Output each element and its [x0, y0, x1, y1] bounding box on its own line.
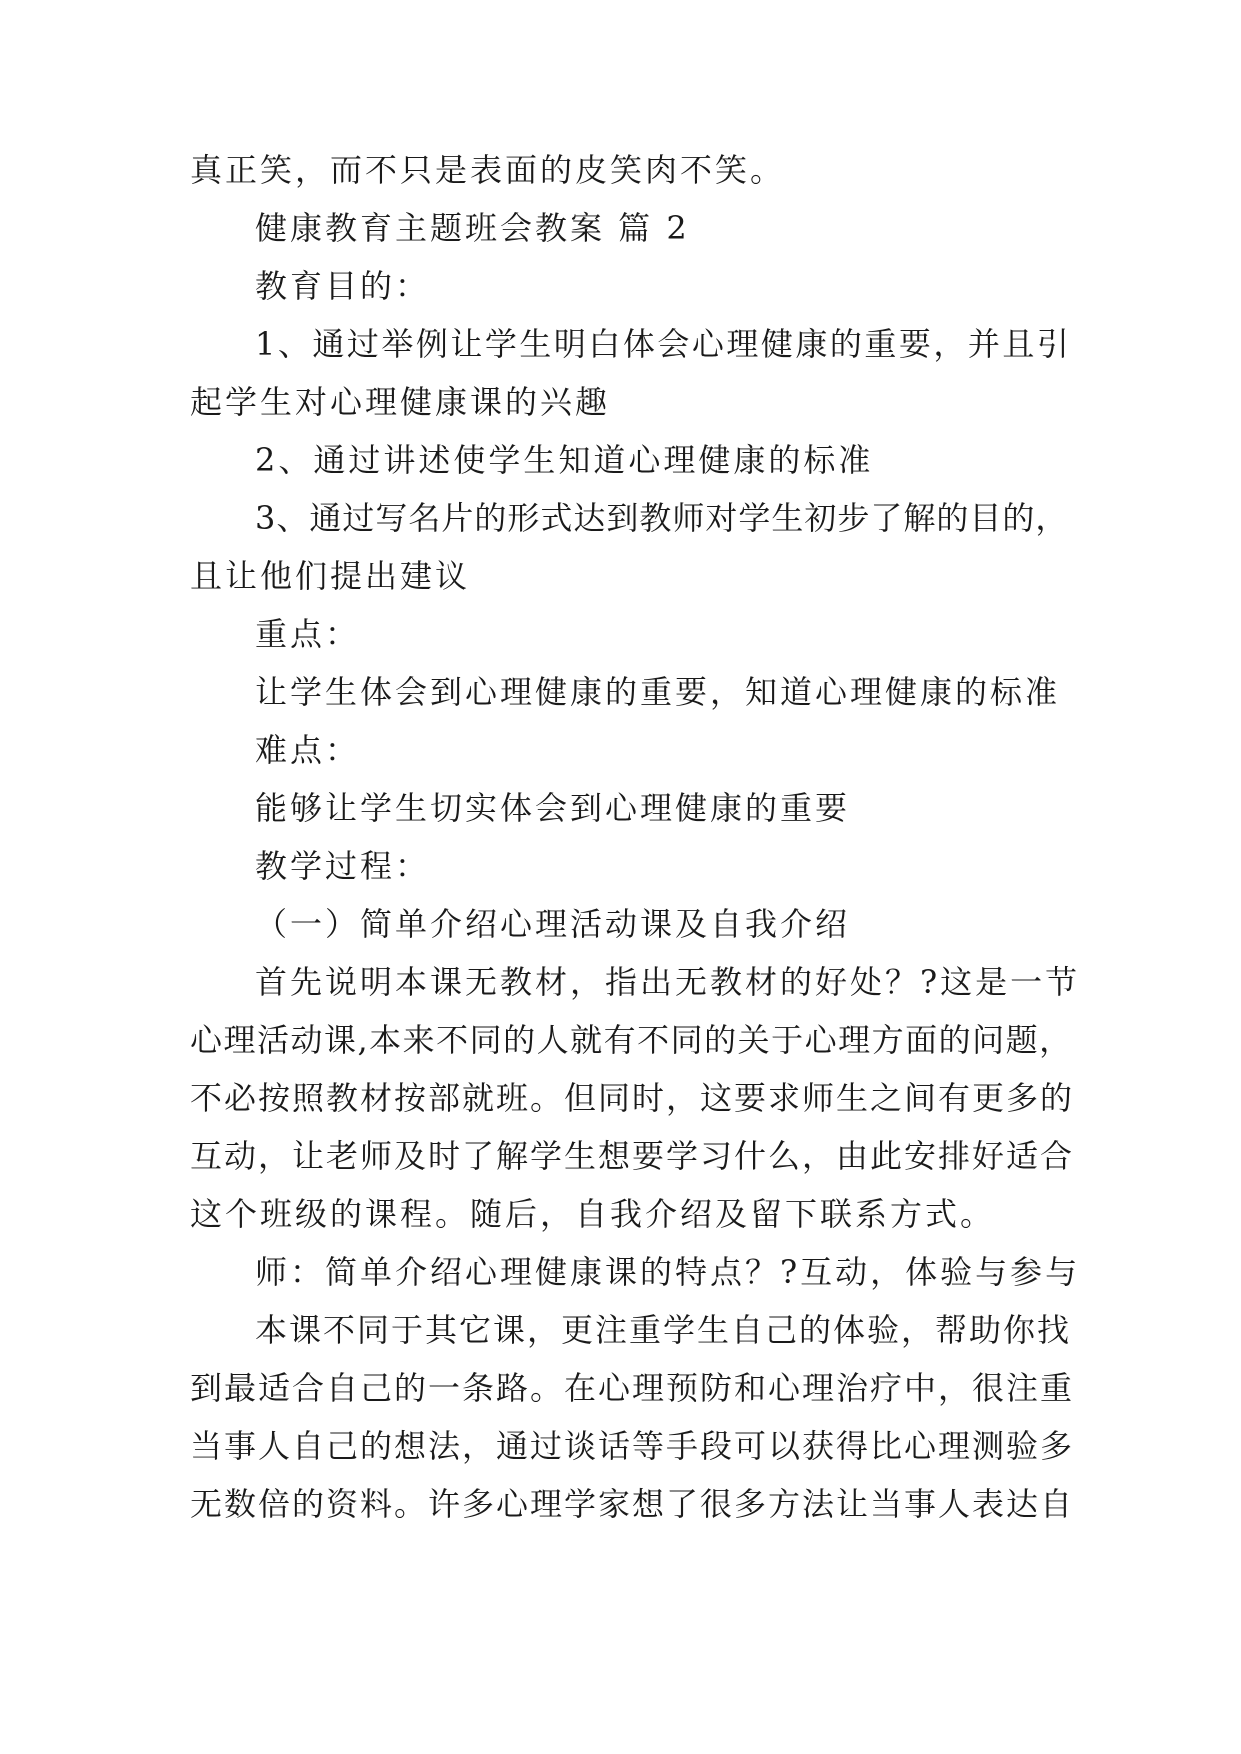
text-line: 教学过程： — [255, 847, 431, 885]
text-line: 让学生体会到心理健康的重要，知道心理健康的标准 — [255, 673, 1061, 711]
text-line: 这个班级的课程。随后，自我介绍及留下联系方式。 — [190, 1195, 996, 1233]
text-line: 互动，让老师及时了解学生想要学习什么，由此安排好适合 — [190, 1137, 1075, 1175]
text-line: 起学生对心理健康课的兴趣 — [190, 383, 611, 421]
text-line: 且让他们提出建议 — [190, 557, 471, 595]
text-line: 心理活动课,本来不同的人就有不同的关于心理方面的问题， — [190, 1021, 1073, 1059]
text-line: 首先说明本课无教材，指出无教材的好处？?这是一节 — [255, 963, 1081, 1001]
text-line: 难点： — [255, 731, 361, 769]
text-line: 重点： — [255, 615, 361, 653]
text-line: （一）简单介绍心理活动课及自我介绍 — [255, 905, 851, 943]
text-line: 当事人自己的想法，通过谈话等手段可以获得比心理测验多 — [190, 1427, 1075, 1465]
text-line: 3、通过写名片的形式达到教师对学生初步了解的目的， — [255, 499, 1069, 537]
section-heading: 健康教育主题班会教案 篇 2 — [255, 209, 690, 247]
text-line: 本课不同于其它课，更注重学生自己的体验，帮助你找 — [255, 1311, 1072, 1349]
text-line: 1、通过举例让学生明白体会心理健康的重要，并且引 — [255, 325, 1072, 363]
text-line: 教育目的： — [255, 267, 431, 305]
text-line: 师：简单介绍心理健康课的特点？?互动，体验与参与 — [255, 1253, 1081, 1291]
text-line: 真正笑，而不只是表面的皮笑肉不笑。 — [190, 151, 786, 189]
text-line: 2、通过讲述使学生知道心理健康的标准 — [255, 441, 874, 479]
text-line: 无数倍的资料。许多心理学家想了很多方法让当事人表达自 — [190, 1485, 1075, 1523]
text-line: 到最适合自己的一条路。在心理预防和心理治疗中，很注重 — [190, 1369, 1075, 1407]
text-line: 不必按照教材按部就班。但同时，这要求师生之间有更多的 — [190, 1079, 1075, 1117]
text-line: 能够让学生切实体会到心理健康的重要 — [255, 789, 851, 827]
